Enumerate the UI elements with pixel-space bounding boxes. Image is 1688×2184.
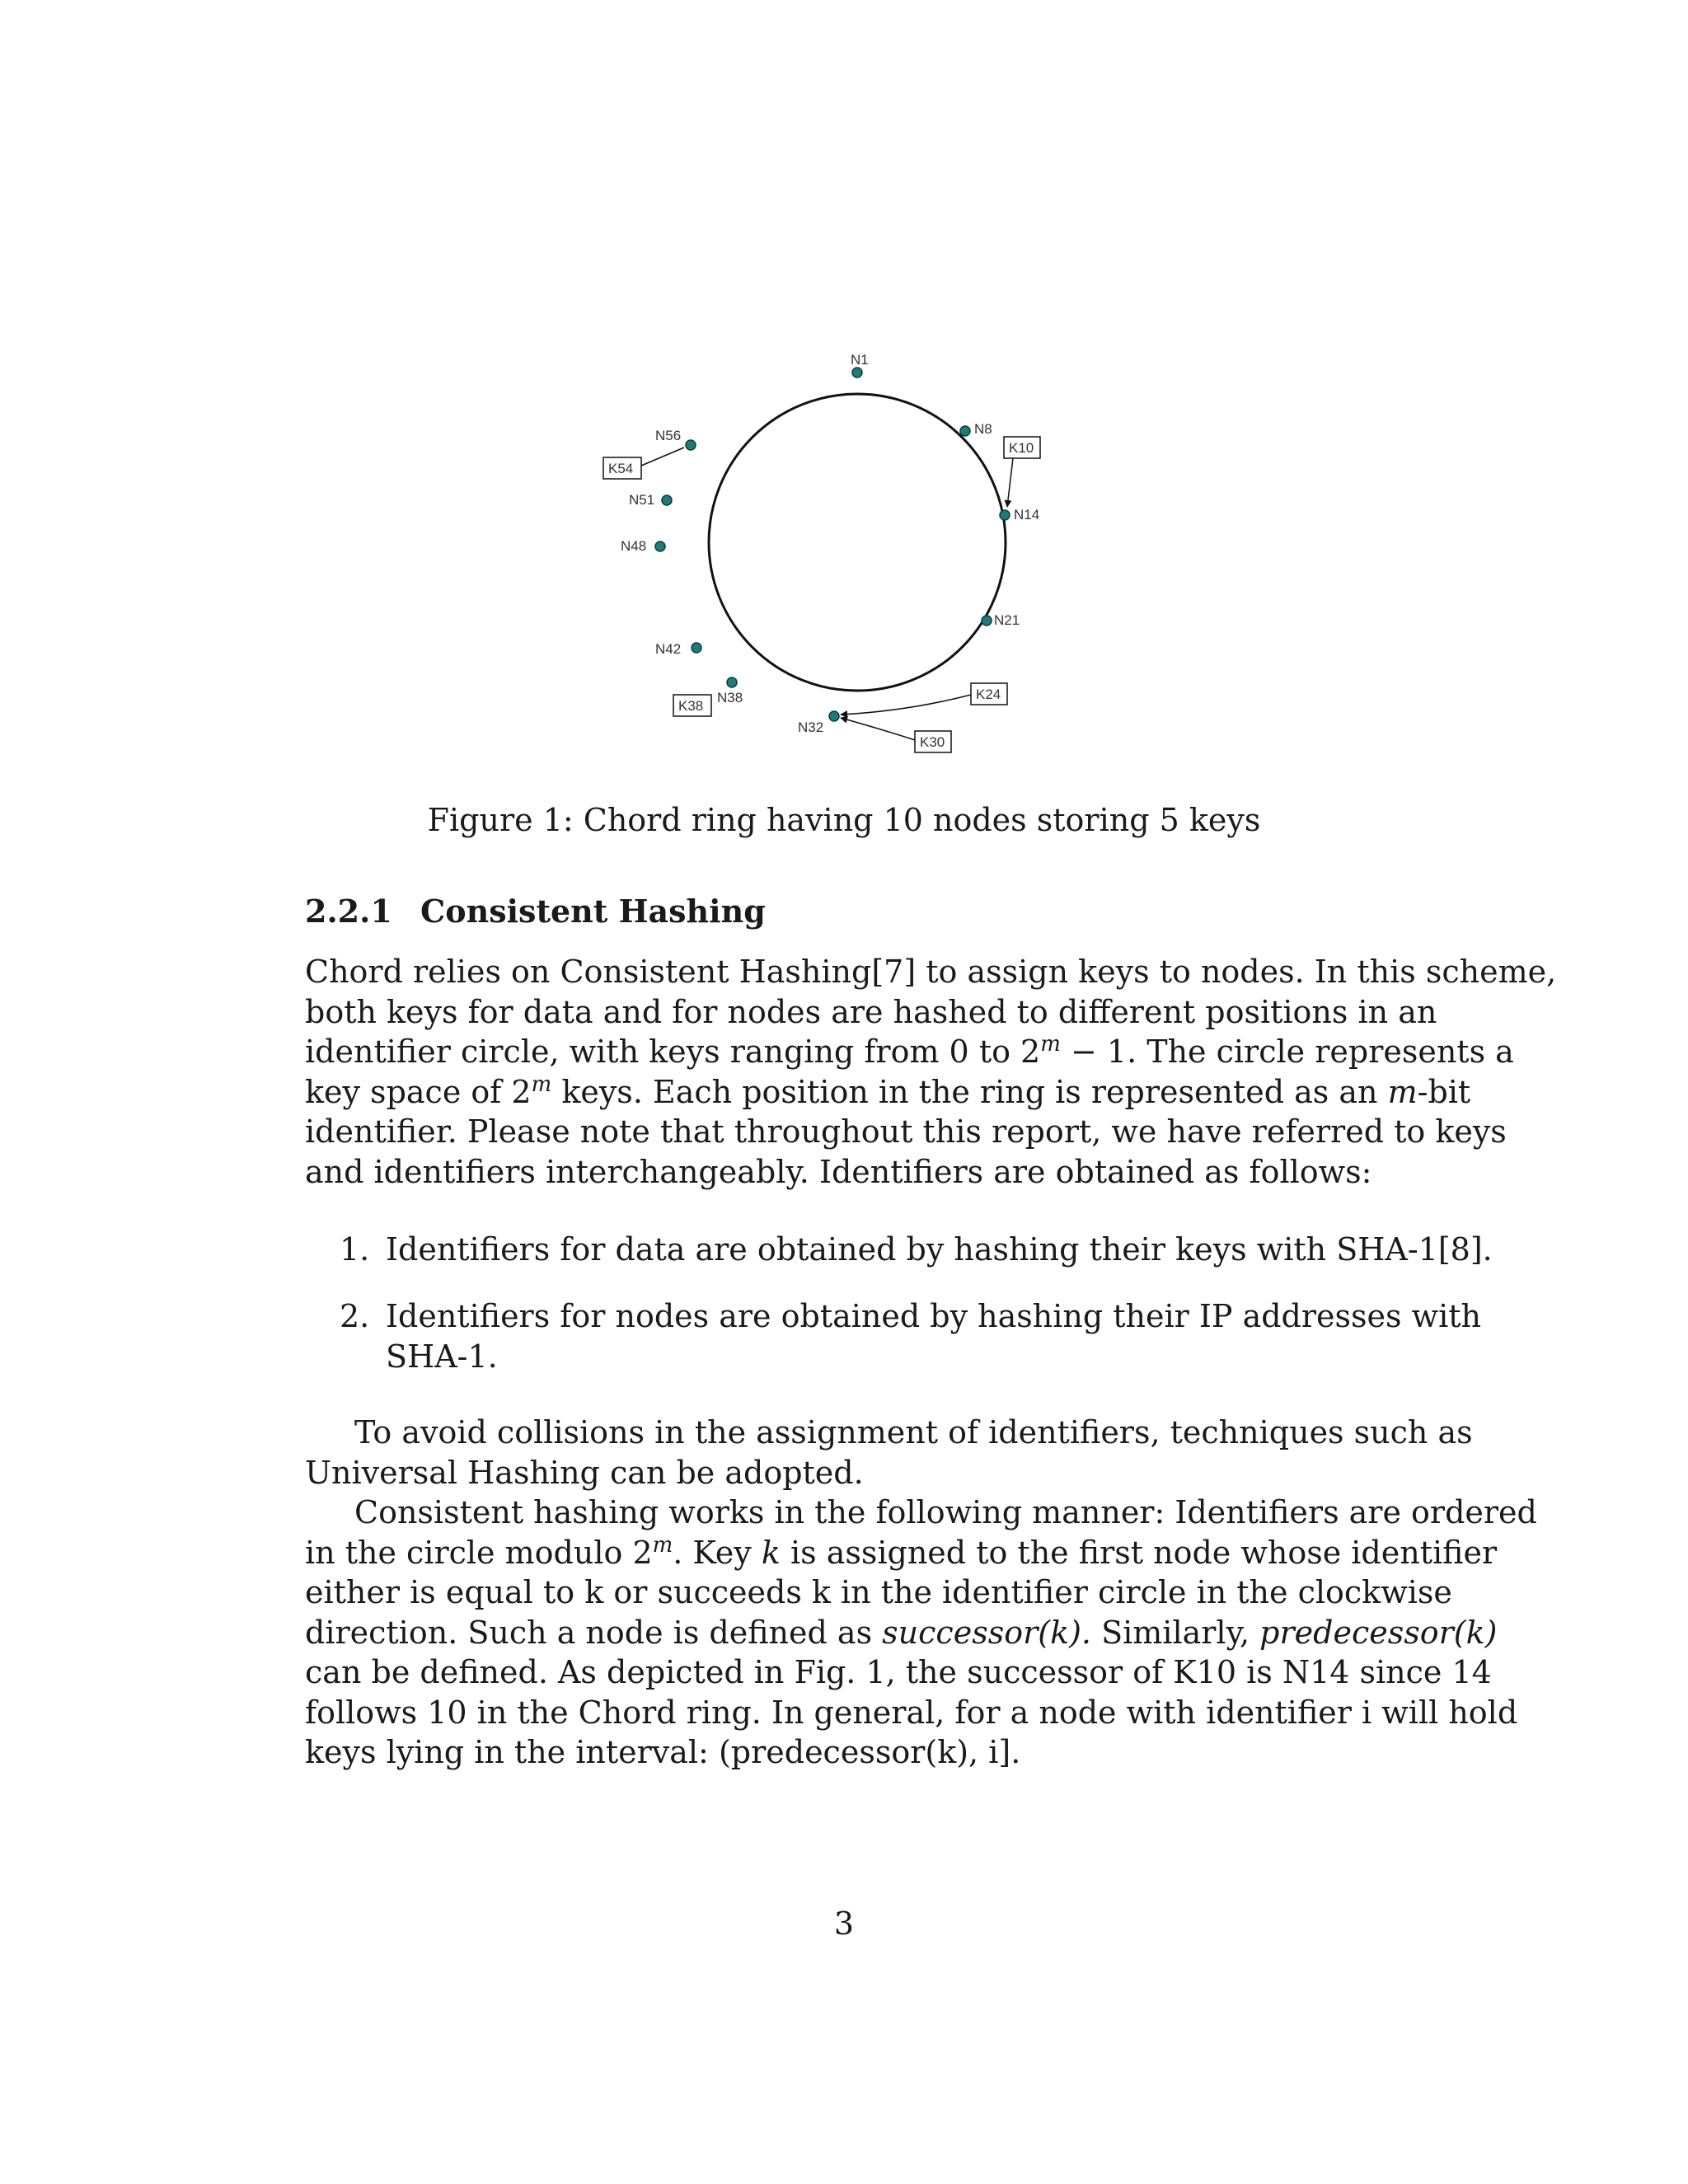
page-number: 3 xyxy=(833,1905,855,1942)
node-label-n51: N51 xyxy=(629,492,655,508)
arrow-k54-to-n56 xyxy=(641,448,684,466)
paragraph-line: Universal Hashing can be adopted. xyxy=(305,1454,864,1491)
paragraph-line: Chord relies on Consistent Hashing[7] to assign keys to nodes. In this scheme, xyxy=(305,954,1557,990)
key-label-k54: K54 xyxy=(608,461,634,476)
paragraph-line: and identifiers interchangeably. Identifiers are obtained as follows: xyxy=(305,1153,1372,1190)
section-heading xyxy=(305,893,766,930)
list-item-text: Identifiers for nodes are obtained by hashing their IP addresses with xyxy=(386,1298,1482,1334)
paragraph-line: Consistent hashing works in the following manner: Identifiers are ordered xyxy=(354,1494,1537,1530)
list-item-text: SHA-1. xyxy=(386,1338,498,1375)
list-marker: 2. xyxy=(340,1298,370,1334)
paragraph-line: both keys for data and for nodes are hashed to different positions in an xyxy=(305,993,1437,1030)
section-title: Consistent Hashing xyxy=(420,893,766,930)
section-number: 2.2.1 xyxy=(305,893,392,930)
node-n51 xyxy=(662,495,672,505)
paragraph-line: keys lying in the interval: (predecessor(k), i]. xyxy=(305,1734,1021,1770)
paragraph-line: identifier circle, with keys ranging from 0 to $2^m - 1$. The circle represents a xyxy=(305,1032,1514,1070)
list-item xyxy=(305,1296,1482,1376)
node-n48 xyxy=(655,541,665,551)
key-label-k38: K38 xyxy=(678,698,704,714)
node-label-n48: N48 xyxy=(621,538,647,554)
node-label-n21: N21 xyxy=(994,612,1020,628)
paragraph-line: To avoid collisions in the assignment of identifiers, techniques such as xyxy=(354,1414,1473,1451)
paragraph-line: identifier. Please note that throughout this report, we have referred to keys xyxy=(305,1113,1507,1150)
figure-caption: Figure 1: Chord ring having 10 nodes storing 5 keys xyxy=(427,802,1261,838)
key-k38 xyxy=(673,695,711,716)
paragraph-line: follows 10 in the Chord ring. In general, for a node with identifier i will hold xyxy=(305,1694,1518,1731)
node-label-n38: N38 xyxy=(717,690,743,705)
key-label-k24: K24 xyxy=(976,687,1001,702)
identifier-circle xyxy=(709,394,1006,691)
node-label-n8: N8 xyxy=(974,421,992,437)
node-n38 xyxy=(727,677,737,687)
arrow-k30-to-n32 xyxy=(841,718,915,740)
paragraph-line: direction. Such a node is defined as successor(k). Similarly, predecessor(k) xyxy=(305,1614,1498,1651)
arrow-k24-to-n32 xyxy=(841,695,971,715)
node-label-n32: N32 xyxy=(798,719,824,735)
node-label-n56: N56 xyxy=(655,428,682,443)
chord-ring-figure xyxy=(593,342,1088,762)
node-label-n42: N42 xyxy=(655,641,682,657)
paragraph-line: key space of 2$^m$ keys. Each position in the ring is represented as an m-bit xyxy=(305,1071,1471,1110)
node-n14 xyxy=(1000,510,1010,520)
list-item xyxy=(305,1230,1493,1270)
node-n8 xyxy=(960,426,970,436)
paragraph-line: either is equal to k or succeeds k in the identifier circle in the clockwise xyxy=(305,1574,1452,1610)
node-n21 xyxy=(982,616,992,626)
paragraph-consistent-hashing xyxy=(305,1493,1537,1773)
paragraph-line: in the circle modulo 2$^m$. Key k is assigned to the first node whose identifier xyxy=(305,1532,1498,1571)
arrow-k10-to-n14 xyxy=(1007,458,1013,507)
key-k24 xyxy=(971,683,1007,705)
node-n56 xyxy=(686,440,696,450)
key-k10 xyxy=(1004,437,1040,458)
key-label-k10: K10 xyxy=(1009,440,1034,456)
node-label-n14: N14 xyxy=(1014,507,1040,523)
node-n1 xyxy=(852,368,862,377)
paragraph-intro xyxy=(305,952,1557,1192)
key-label-k30: K30 xyxy=(920,734,945,750)
node-label-n1: N1 xyxy=(851,352,869,368)
list-item-text: Identifiers for data are obtained by hashing their keys with SHA-1[8]. xyxy=(386,1231,1493,1268)
paragraph-line: can be defined. As depicted in Fig. 1, the successor of K10 is N14 since 14 xyxy=(305,1654,1492,1690)
node-n32 xyxy=(829,711,839,721)
key-k54 xyxy=(603,457,641,479)
list-marker: 1. xyxy=(340,1231,370,1268)
node-n42 xyxy=(692,643,701,653)
paragraph-collisions xyxy=(305,1413,1473,1493)
key-k30 xyxy=(915,731,951,752)
